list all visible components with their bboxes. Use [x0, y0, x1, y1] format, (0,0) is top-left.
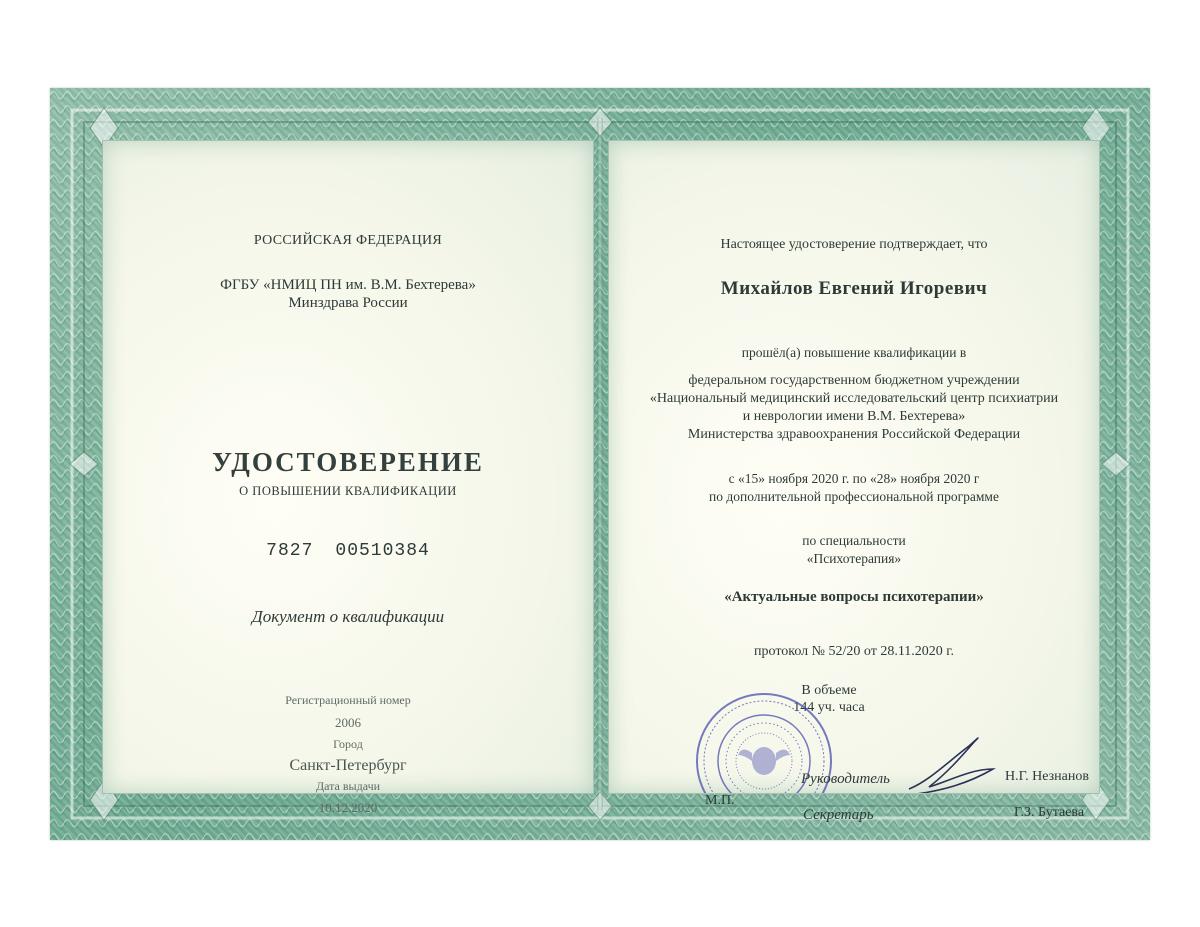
document-title: УДОСТОВЕРЕНИЕ: [212, 447, 484, 477]
training-period: с «15» ноября 2020 г. по «28» ноября 2020 г: [728, 471, 980, 486]
registration-label: Регистрационный номер: [285, 693, 411, 707]
program-text: по дополнительной профессиональной программе: [709, 489, 999, 504]
stamp-place-label: М.П.: [705, 793, 735, 808]
volume-label: В объеме: [801, 683, 857, 698]
certificate: [50, 88, 1150, 840]
head-name: Н.Г. Незнанов: [1005, 769, 1089, 784]
city-label: Город: [333, 737, 363, 751]
organization-name: ФГБУ «НМИЦ ПН им. В.М. Бехтерева»: [220, 277, 476, 293]
holder-name: Михайлов Евгений Игоревич: [720, 278, 988, 299]
issue-date-label: Дата выдачи: [315, 779, 381, 793]
issue-date: 10.12.2020: [318, 800, 378, 815]
number-series: 7827: [266, 541, 314, 561]
volume-hours: 144 уч. часа: [793, 700, 865, 715]
head-signature: [909, 738, 993, 793]
specialty-value: «Психотерапия»: [806, 551, 902, 566]
number-value: 00510384: [335, 541, 430, 561]
institution-line-3: и неврологии имени В.М. Бехтерева»: [742, 409, 966, 424]
completed-text: прошёл(а) повышение квалификации в: [741, 345, 967, 360]
organization-ministry: Минздрава России: [288, 295, 408, 311]
institution-line-2: «Национальный медицинский исследовательский центр психиатрии: [649, 391, 1059, 406]
protocol-line: протокол № 52/20 от 28.11.2020 г.: [754, 644, 954, 659]
confirmation-text: Настоящее удостоверение подтверждает, что: [720, 237, 988, 252]
city-value: Санкт-Петербург: [289, 757, 407, 774]
registration-number: 2006: [335, 715, 361, 730]
eagle-emblem-icon: [738, 747, 790, 775]
right-page: [608, 140, 1100, 823]
secretary-name: Г.З. Бутаева: [1014, 805, 1085, 820]
institution-line-1: федеральном государственном бюджетном учреждении: [688, 373, 1020, 388]
course-title: «Актуальные вопросы психотерапии»: [724, 589, 984, 605]
secretary-role-label: Секретарь: [803, 807, 874, 823]
institution-line-4: Министерства здравоохранения Российской Федерации: [687, 427, 1021, 442]
document-subtitle: О ПОВЫШЕНИИ КВАЛИФИКАЦИИ: [239, 484, 457, 498]
center-fold: [597, 118, 603, 810]
left-page: [102, 140, 594, 815]
head-role-label: Руководитель: [801, 771, 890, 787]
country-heading: РОССИЙСКАЯ ФЕДЕРАЦИЯ: [253, 233, 443, 248]
document-type: Документ о квалификации: [251, 607, 445, 626]
certificate-number: [103, 541, 593, 561]
specialty-label: по специальности: [802, 533, 906, 548]
